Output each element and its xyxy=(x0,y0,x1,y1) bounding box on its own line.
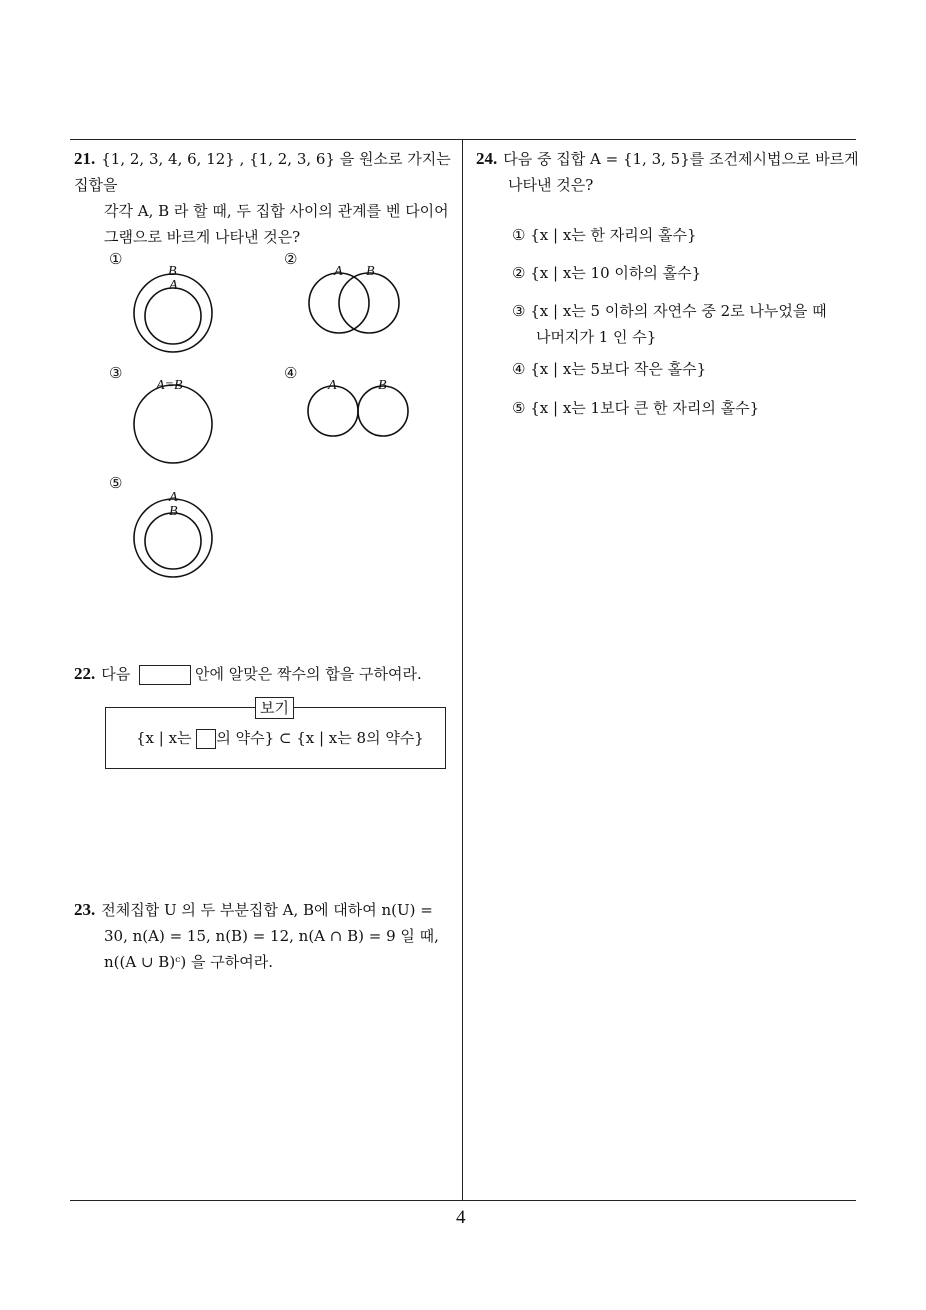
option-3-mark[interactable]: ③ xyxy=(109,364,123,382)
option-2-mark[interactable]: ② xyxy=(284,250,298,268)
question-21 xyxy=(74,146,458,250)
question-text: 안에 알맞은 짝수의 합을 구하여라. xyxy=(195,665,422,683)
option-4-mark[interactable]: ④ xyxy=(284,364,298,382)
question-number: 24. xyxy=(476,149,498,168)
inner-circle xyxy=(145,288,201,344)
circle xyxy=(134,385,212,463)
venn-diagram-3 xyxy=(131,382,215,466)
question-text-line: n((A ∪ B)ᶜ) 을 구하여라. xyxy=(104,953,273,971)
choice-3[interactable] xyxy=(512,298,858,350)
inner-circle xyxy=(145,513,201,569)
venn-label-a: A xyxy=(334,264,343,279)
answer-blank[interactable] xyxy=(139,665,191,685)
choice-text: {x | x는 5 이하의 자연수 중 2로 나누었을 때 xyxy=(530,302,827,320)
venn-label-a: A xyxy=(169,278,178,293)
bogi-content xyxy=(136,725,424,751)
page-number: 4 xyxy=(456,1207,466,1228)
question-text-line: 그램으로 바르게 나타낸 것은? xyxy=(104,228,301,246)
choice-mark: ① xyxy=(512,226,526,244)
choice-text-continued: 나머지가 1 인 수} xyxy=(536,328,657,346)
question-23 xyxy=(74,897,458,975)
bogi-blank[interactable] xyxy=(196,729,216,749)
question-text-line: 나타낸 것은? xyxy=(508,176,594,194)
venn-diagram-5 xyxy=(130,495,216,581)
question-text-line: 전체집합 U 의 두 부분집합 A, B에 대하여 n(U) = xyxy=(101,901,433,919)
choice-text: {x | x는 5보다 작은 홀수} xyxy=(530,360,707,378)
venn-label-b: B xyxy=(366,264,375,279)
venn-label-a-equals-b: A=B xyxy=(156,378,183,393)
venn-label-a: A xyxy=(328,378,337,393)
choice-text: {x | x는 10 이하의 홀수} xyxy=(530,264,702,282)
circle-b xyxy=(358,386,408,436)
choice-2[interactable] xyxy=(512,260,701,286)
question-text-line: {1, 2, 3, 4, 6, 12} , {1, 2, 3, 6} 을 원소로 가지는 집합을 xyxy=(74,150,451,194)
bogi-text-left: {x | x는 xyxy=(136,729,192,747)
option-1-mark[interactable]: ① xyxy=(109,250,123,268)
venn-diagram-2 xyxy=(305,270,405,336)
question-22 xyxy=(74,661,458,687)
choice-mark: ⑤ xyxy=(512,399,526,417)
choice-4[interactable] xyxy=(512,356,706,382)
bogi-text-right: 의 약수} ⊂ {x | x는 8의 약수} xyxy=(216,729,424,747)
question-number: 21. xyxy=(74,149,96,168)
question-text-line: 30, n(A) = 15, n(B) = 12, n(A ∩ B) = 9 일 때, xyxy=(104,927,439,945)
venn-label-b: B xyxy=(378,378,387,393)
top-rule xyxy=(70,139,856,140)
choice-5[interactable] xyxy=(512,395,759,421)
choice-mark: ② xyxy=(512,264,526,282)
choice-text: {x | x는 1보다 큰 한 자리의 홀수} xyxy=(530,399,760,417)
choice-mark: ③ xyxy=(512,302,526,320)
circle-a xyxy=(308,386,358,436)
bogi-title: 보기 xyxy=(255,697,294,719)
question-number: 22. xyxy=(74,664,96,683)
question-24 xyxy=(476,146,862,198)
column-divider xyxy=(462,139,463,1201)
question-text-line: 각각 A, B 라 할 때, 두 집합 사이의 관계를 벤 다이어 xyxy=(104,202,449,220)
question-text-line: 다음 중 집합 A = {1, 3, 5}를 조건제시법으로 바르게 xyxy=(503,150,859,168)
venn-label-a: A xyxy=(169,490,178,505)
bottom-rule xyxy=(70,1200,856,1201)
choice-1[interactable] xyxy=(512,222,697,248)
question-number: 23. xyxy=(74,900,96,919)
choice-mark: ④ xyxy=(512,360,526,378)
venn-diagram-4 xyxy=(306,384,410,440)
question-text: 다음 xyxy=(101,665,131,683)
venn-label-b: B xyxy=(169,504,178,519)
option-5-mark[interactable]: ⑤ xyxy=(109,474,123,492)
venn-label-b: B xyxy=(168,264,177,279)
choice-text: {x | x는 한 자리의 홀수} xyxy=(530,226,697,244)
venn-diagram-1 xyxy=(130,270,216,356)
